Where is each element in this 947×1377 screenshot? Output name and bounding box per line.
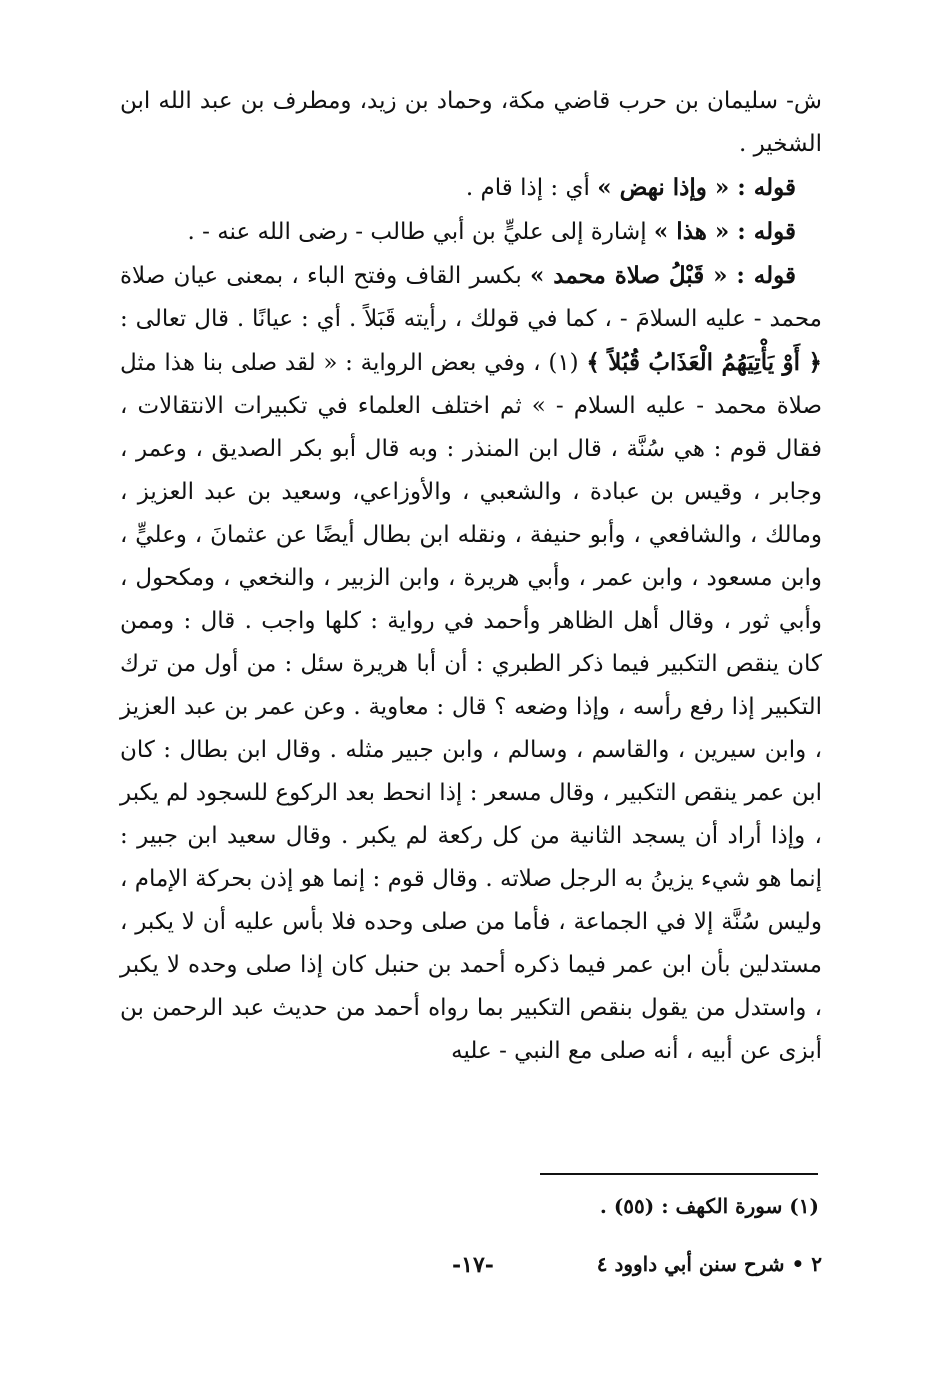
qawluh-hadha-label: قوله : « هذا » — [653, 218, 796, 245]
footnote-divider — [540, 1173, 818, 1175]
page-body — [120, 80, 822, 1073]
qawluh-qabl-text-b: ، وفي بعض الرواية : « لقد صلى بنا هذا مثل صلاة محمد - عليه السلام - » ثم اختلف العلماء في تكبيرات الانتقالات ، فقال قوم : هي سُنَّة ، قال ابن المنذر : وبه قال أبو بكر الصديق ، وعمر ، وجابر ، وقيس بن عبادة ، والشعبي ، والأوزاعي، وسعيد بن عبد العزيز ، ومالك ، والشافعي ، وأبو حنيفة ، ونقله ابن بطال أيضًا عن عثمانَ ، وعليٍّ ، وابن مسعود ، وابن عمر ، وأبي هريرة ، وابن الزبير ، والنخعي ، ومكحول ، وأبي ثور ، وقال أهل الظاهر وأحمد في رواية : كلها واجب . قال : وممن كان ينقص التكبير فيما ذكر الطبري : أن أبا هريرة سئل : من أول من ترك التكبير إذا رفع رأسه ، وإذا وضعه ؟ قال : معاوية . وعن عمر بن عبد العزيز ، وابن سيرين ، والقاسم ، وسالم ، وابن جبير مثله . وقال ابن بطال : كان ابن عمر ينقص التكبير ، وقال مسعر : إذا انحط بعد الركوع للسجود لم يكبر ، وإذا أراد أن يسجد الثانية من كل ركعة لم يكبر . وقال سعيد ابن جبير : إنما هو شيء يزينُ به الرجل صلاته . وقال قوم : إنما هو إذن بحركة الإمام ، وليس سُنَّة إلا في الجماعة ، فأما من صلى وحده فلا بأس عليه أن لا يكبر ، مستدلين بأن ابن عمر فيما ذكره أحمد بن حنبل كان إذا صلى وحده لا يكبر ، واستدل من يقول بنقص التكبير بما رواه أحمد من حديث عبد الرحمن بن أبزى عن أبيه ، أنه صلى مع النبي - عليه — [120, 350, 822, 1064]
qawluh-hadha-text: إشارة إلى عليٍّ بن أبي طالب - رضى الله عنه - . — [187, 219, 654, 245]
qawluh-qabl-label: قوله : « قَبْلُ صلاة محمد » — [530, 262, 796, 289]
paragraph-narrators — [120, 80, 822, 166]
footnote-reference: (١) — [540, 350, 587, 376]
footnote — [600, 1190, 819, 1222]
footnote-text: (١) سورة الكهف : (٥٥) . — [599, 1194, 819, 1218]
qawluh-qabl-text-a: بكسر القاف وفتح الباء ، بمعنى عيان صلاة محمد - عليه السلامَ - ، كما في قولك ، رأيته قَبَلاً . أي : عيانًا . قال تعالى : — [120, 263, 822, 332]
qawluh-nahada-text: أي : إذا قام . — [465, 175, 598, 201]
paragraph-qawluh-hadha — [120, 210, 822, 254]
quran-verse: ﴿ أَوْ يَأْتِيَهُمُ الْعَذَابُ قُبُلاً ﴾ — [586, 349, 822, 376]
qawluh-nahada-label: قوله : « وإذا نهض » — [597, 174, 796, 201]
paragraph-qawluh-nahada — [120, 166, 822, 210]
narrators-text: ش- سليمان بن حرب قاضي مكة، وحماد بن زيد، ومطرف بن عبد الله ابن الشخير . — [120, 88, 822, 157]
main-text — [120, 80, 822, 1073]
running-title: ٢ • شرح سنن أبي داوود ٤ — [596, 1252, 822, 1276]
page-footer — [120, 1252, 822, 1292]
paragraph-qawluh-qabl — [120, 254, 822, 1073]
page-number: -١٧- — [452, 1252, 494, 1278]
